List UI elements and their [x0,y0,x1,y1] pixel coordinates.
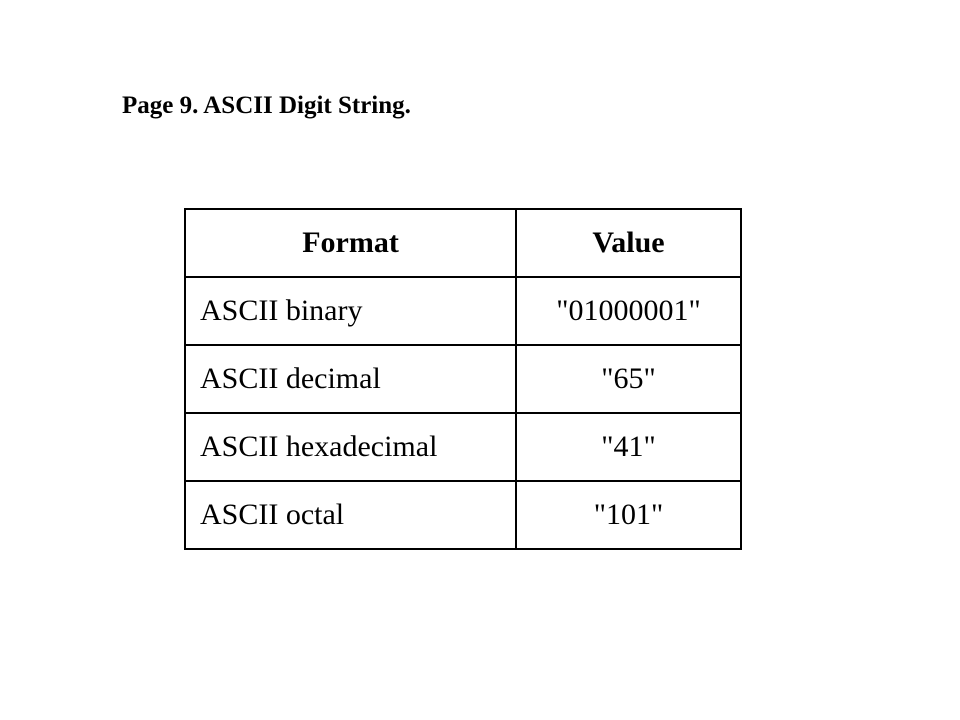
table-row [185,413,741,481]
page-title: Page 9. ASCII Digit String. [122,92,411,119]
table-row [185,345,741,413]
value-cell: "101" [516,481,741,549]
format-cell: ASCII hexadecimal [185,413,516,481]
header-format: Format [185,209,516,277]
header-value: Value [516,209,741,277]
format-cell: ASCII octal [185,481,516,549]
table-header-row [185,209,741,277]
value-cell: "01000001" [516,277,741,345]
format-cell: ASCII binary [185,277,516,345]
ascii-format-table [184,208,742,550]
value-cell: "41" [516,413,741,481]
value-cell: "65" [516,345,741,413]
format-cell: ASCII decimal [185,345,516,413]
table-row [185,277,741,345]
table-row [185,481,741,549]
